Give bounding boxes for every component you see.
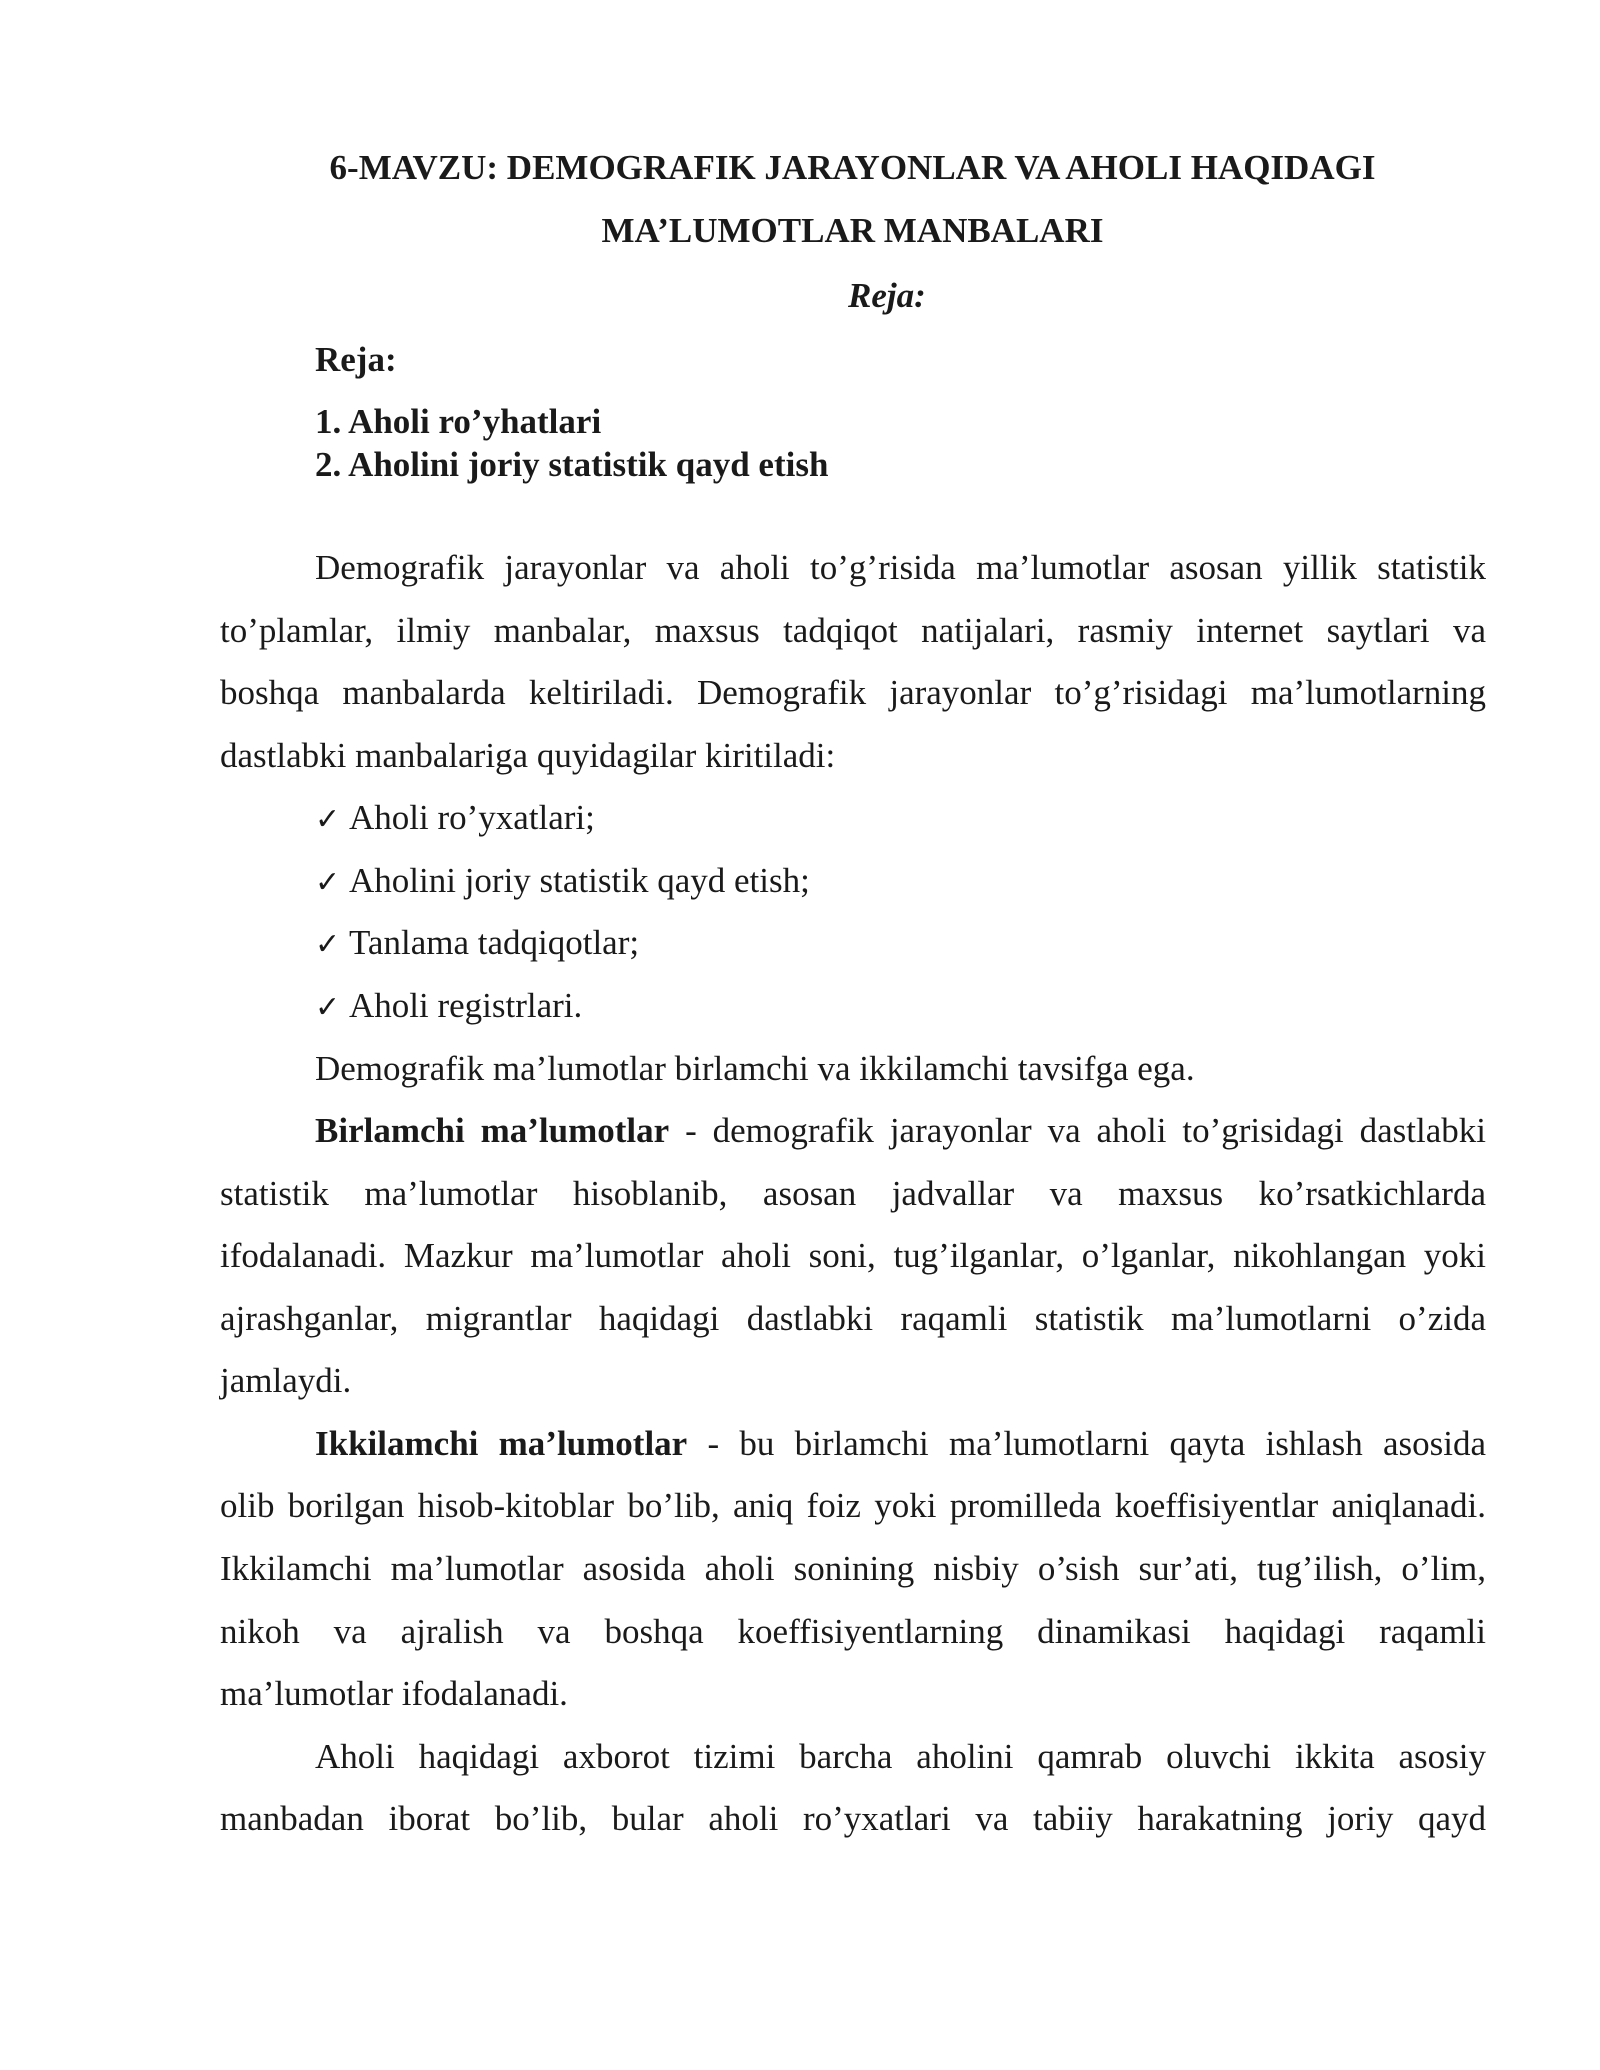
checklist-item — [315, 861, 810, 903]
checklist-item-label: Tanlama tadqiqotlar; — [349, 923, 640, 962]
checklist-item-label: Aholi ro’yxatlari; — [349, 798, 595, 837]
paragraph-3-line-5: jamlaydi. — [220, 1361, 352, 1400]
plan-heading-centered: Reja: — [848, 276, 926, 315]
checkmark-icon: ✓ — [315, 927, 341, 962]
paragraph-4-line-3: Ikkilamchi ma’lumotlar asosida aholi sonining nisbiy o’sish sur’ati, tug’ilish, o’lim, — [220, 1549, 1486, 1588]
checklist-item — [315, 986, 582, 1028]
paragraph-1-line-2: to’plamlar, ilmiy manbalar, maxsus tadqiqot natijalari, rasmiy internet saytlari va — [220, 611, 1486, 650]
paragraph-5-line-2: manbadan iborat bo’lib, bular aholi ro’yxatlari va tabiiy harakatning joriy qayd — [220, 1799, 1486, 1838]
checkmark-icon: ✓ — [315, 990, 341, 1025]
checkmark-icon: ✓ — [315, 865, 341, 900]
paragraph-3-line-4: ajrashganlar, migrantlar haqidagi dastlabki raqamli statistik ma’lumotlarni o’zida — [220, 1299, 1486, 1338]
term-secondary-data: Ikkilamchi ma’lumotlar — [315, 1424, 688, 1463]
checklist-item-label: Aholini joriy statistik qayd etish; — [349, 861, 810, 900]
checklist-item — [315, 923, 639, 965]
paragraph-4-line-2: olib borilgan hisob-kitoblar bo’lib, aniq foiz yoki promilleda koeffisiyentlar aniqlanadi. — [220, 1486, 1486, 1525]
paragraph-3-line-2: statistik ma’lumotlar hisoblanib, asosan jadvallar va maxsus ko’rsatkichlarda — [220, 1174, 1486, 1213]
paragraph-5-line-1: Aholi haqidagi axborot tizimi barcha aholini qamrab oluvchi ikkita asosiy — [315, 1737, 1486, 1776]
paragraph-1-line-3: boshqa manbalarda keltiriladi. Demografik jarayonlar to’g’risidagi ma’lumotlarning — [220, 673, 1486, 712]
paragraph-3-line-3: ifodalanadi. Mazkur ma’lumotlar aholi soni, tug’ilganlar, o’lganlar, nikohlangan yoki — [220, 1236, 1486, 1275]
paragraph-2: Demografik ma’lumotlar birlamchi va ikkilamchi tavsifga ega. — [315, 1049, 1195, 1088]
paragraph-1-line-1: Demografik jarayonlar va aholi to’g’risida ma’lumotlar asosan yillik statistik — [315, 548, 1486, 587]
document-title-line-2: MA’LUMOTLAR MANBALARI — [601, 211, 1104, 250]
document-title-line-1: 6-MAVZU: DEMOGRAFIK JARAYONLAR VA AHOLI HAQIDAGI — [329, 148, 1376, 187]
paragraph-4-line-1: Ikkilamchi ma’lumotlar - bu birlamchi ma’lumotlarni qayta ishlash asosida — [315, 1424, 1486, 1463]
checkmark-icon: ✓ — [315, 802, 341, 837]
term-primary-data: Birlamchi ma’lumotlar — [315, 1111, 670, 1150]
paragraph-3-line-1: Birlamchi ma’lumotlar - demografik jarayonlar va aholi to’grisidagi dastlabki — [315, 1111, 1486, 1150]
plan-item-1: 1. Aholi ro’yhatlari — [315, 402, 602, 441]
paragraph-4-line-4: nikoh va ajralish va boshqa koeffisiyentlarning dinamikasi haqidagi raqamli — [220, 1612, 1486, 1651]
plan-heading: Reja: — [315, 340, 397, 379]
checklist-item — [315, 798, 595, 840]
checklist-item-label: Aholi registrlari. — [349, 986, 583, 1025]
paragraph-4-line-5: ma’lumotlar ifodalanadi. — [220, 1674, 568, 1713]
paragraph-1-line-4: dastlabki manbalariga quyidagilar kiritiladi: — [220, 736, 836, 775]
plan-item-2: 2. Aholini joriy statistik qayd etish — [315, 445, 829, 484]
